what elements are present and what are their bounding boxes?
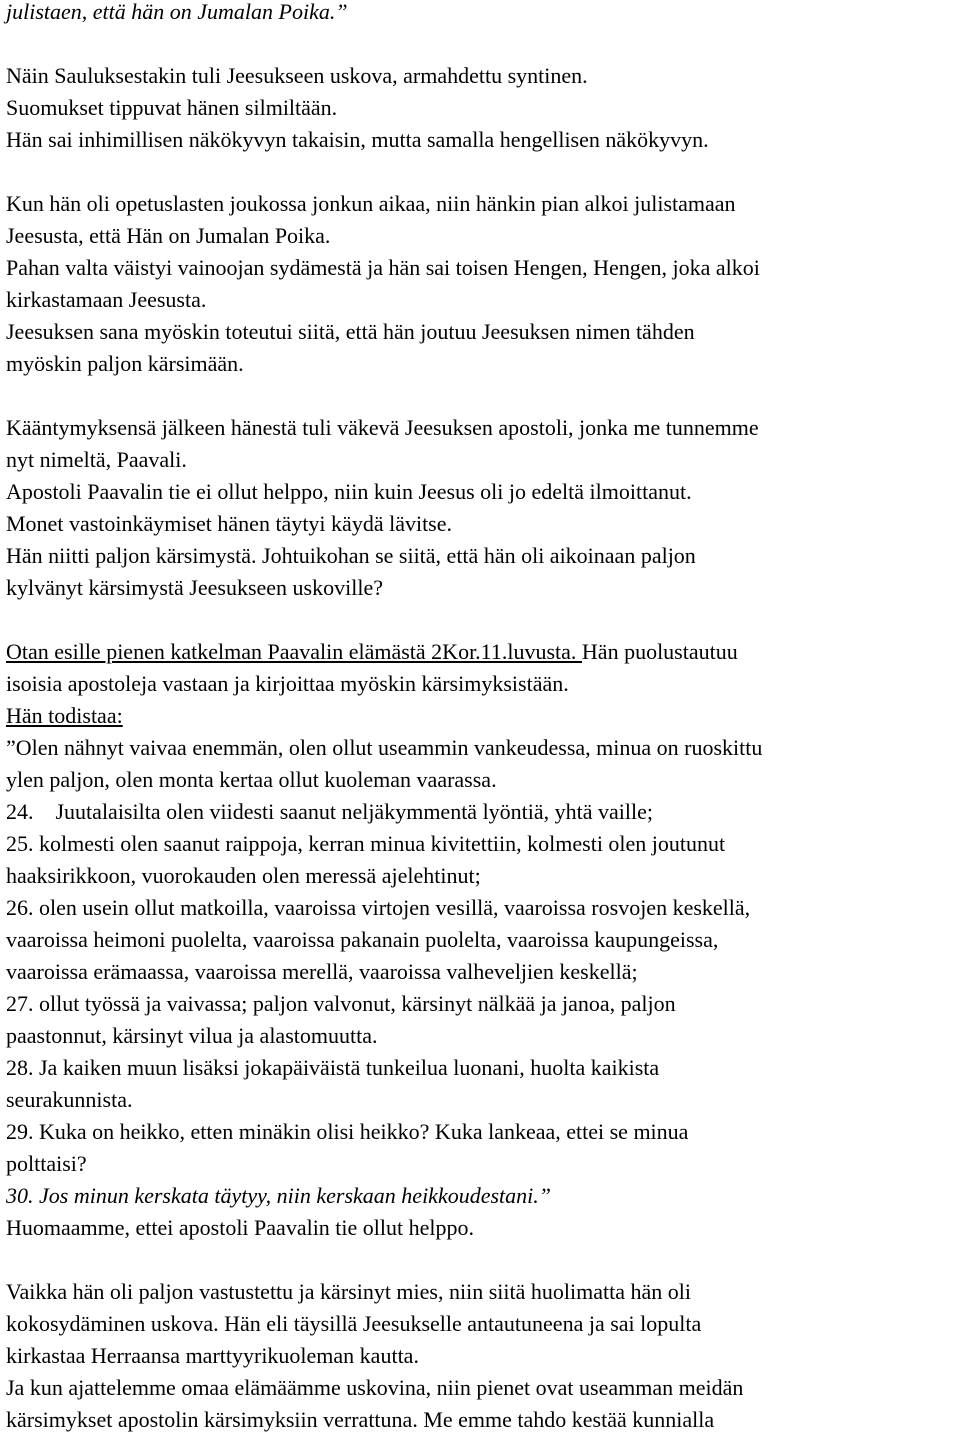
paragraph-gap [6,1244,960,1276]
text-line: vaaroissa heimoni puolelta, vaaroissa pakanain puolelta, vaaroissa kaupungeissa, [6,927,719,952]
underlined-heading: Hän todistaa: [6,703,123,728]
text-line: Hän sai inhimillisen näkökyvyn takaisin, mutta samalla hengellisen näkökyvyn. [6,127,709,152]
italic-verse: 30. Jos minun kerskata täytyy, niin kerskaan heikkoudestani.” [6,1183,551,1208]
text-line: vaaroissa erämaassa, vaaroissa merellä, vaaroissa valheveljien keskellä; [6,959,638,984]
text-line: 27. ollut työssä ja vaivassa; paljon valvonut, kärsinyt nälkää ja janoa, paljon [6,991,676,1016]
text-line: haaksirikkoon, vuorokauden olen meressä ajelehtinut; [6,863,481,888]
text-line: Monet vastoinkäymiset hänen täytyi käydä lävitse. [6,511,453,536]
text-line: julistaen, että hän on Jumalan Poika.” [6,0,348,24]
text-line: Hän niitti paljon kärsimystä. Johtuikohan se siitä, että hän oli aikoinaan paljon [6,543,696,568]
text-line: myöskin paljon kärsimään. [6,351,244,376]
text-line: 26. olen usein ollut matkoilla, vaaroissa virtojen vesillä, vaaroissa rosvojen keskellä, [6,895,751,920]
document-page [6,0,960,1436]
paragraph-gap [6,604,960,636]
text-line: paastonnut, kärsinyt vilua ja alastomuutta. [6,1023,378,1048]
text-line: nyt nimeltä, Paavali. [6,447,187,472]
text-line: seurakunnista. [6,1087,133,1112]
text-line: Pahan valta väistyi vainoojan sydämestä ja hän sai toisen Hengen, Hengen, joka alkoi [6,255,760,280]
text-line: 28. Ja kaiken muun lisäksi jokapäiväistä tunkeilua luonani, huolta kaikista [6,1055,660,1080]
text-line-mixed [6,636,960,668]
text-line: Kun hän oli opetuslasten joukossa jonkun aikaa, niin hänkin pian alkoi julistamaan [6,191,736,216]
paragraph-gap [6,156,960,188]
paragraph-gap [6,380,960,412]
text-line: Näin Sauluksestakin tuli Jeesukseen uskova, armahdettu syntinen. [6,63,588,88]
text-line: Ja kun ajattelemme omaa elämäämme uskovina, niin pienet ovat useamman meidän [6,1375,744,1400]
text-line: Kääntymyksensä jälkeen hänestä tuli väkevä Jeesuksen apostoli, jonka me tunnemme [6,415,759,440]
text-line: polttaisi? [6,1151,87,1176]
text-line: 25. kolmesti olen saanut raippoja, kerran minua kivitettiin, kolmesti olen joutunut [6,831,726,856]
text-line: kokosydäminen uskova. Hän eli täysillä Jeesukselle antautuneena ja sai lopulta [6,1311,702,1336]
text-line: Vaikka hän oli paljon vastustettu ja kärsinyt mies, niin siitä huolimatta hän oli [6,1279,691,1304]
text-line: ”Olen nähnyt vaivaa enemmän, olen ollut useammin vankeudessa, minua on ruoskittu [6,735,763,760]
text-line: kärsimykset apostolin kärsimyksiin verrattuna. Me emme tahdo kestää kunnialla [6,1407,715,1432]
text-line: ylen paljon, olen monta kertaa ollut kuoleman vaarassa. [6,767,497,792]
text-line: Suomukset tippuvat hänen silmiltään. [6,95,338,120]
text-line: Huomaamme, ettei apostoli Paavalin tie ollut helppo. [6,1215,475,1240]
text-line: kylvänyt kärsimystä Jeesukseen uskoville? [6,575,383,600]
paragraph-gap [6,28,960,60]
text-line: 29. Kuka on heikko, etten minäkin olisi heikko? Kuka lankeaa, ettei se minua [6,1119,689,1144]
text-line: 24. Juutalaisilta olen viidesti saanut neljäkymmentä lyöntiä, yhtä vaille; [6,799,654,824]
text-line: kirkastaa Herraansa marttyyrikuoleman kautta. [6,1343,419,1368]
text-line: Apostoli Paavalin tie ei ollut helppo, niin kuin Jeesus oli jo edeltä ilmoittanut. [6,479,692,504]
text-line: kirkastamaan Jeesusta. [6,287,207,312]
text-line: Jeesuksen sana myöskin toteutui siitä, että hän joutuu Jeesuksen nimen tähden [6,319,695,344]
text-fragment: Hän puolustautuu [581,639,738,664]
text-line: Jeesusta, että Hän on Jumalan Poika. [6,223,331,248]
underlined-reference: Otan esille pienen katkelman Paavalin elämästä 2Kor.11.luvusta. [6,639,582,664]
text-line: isoisia apostoleja vastaan ja kirjoittaa myöskin kärsimyksistään. [6,671,569,696]
